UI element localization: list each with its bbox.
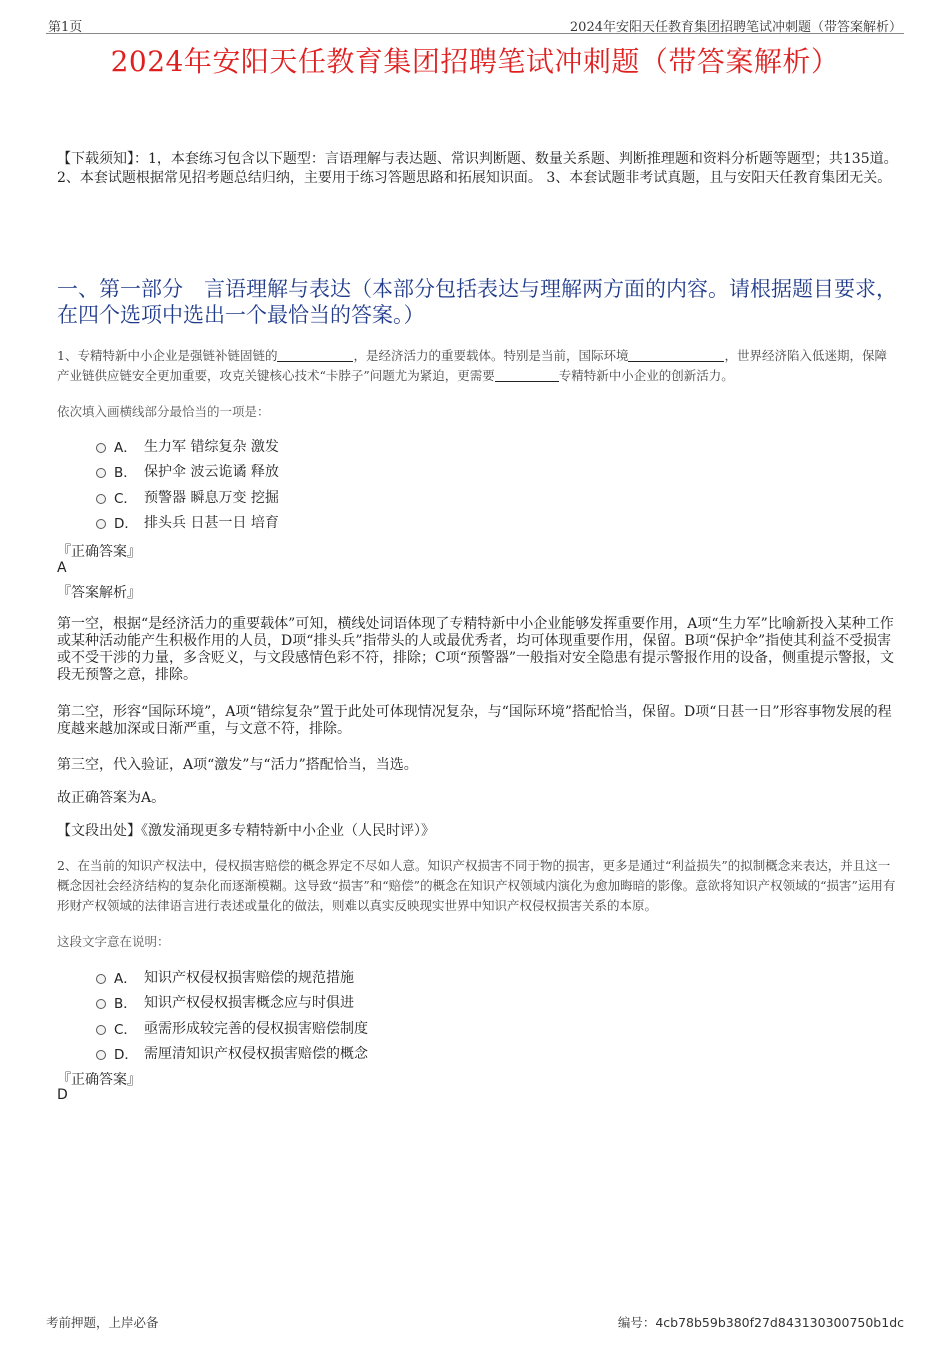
radio-icon[interactable] [96,468,106,478]
radio-icon[interactable] [96,999,106,1009]
option-a[interactable] [96,433,279,459]
option-d[interactable] [96,1041,368,1067]
option-text: 保护伞 波云诡谲 释放 [144,464,279,481]
option-letter: C． [114,490,137,507]
option-text: 需厘清知识产权侵权损害赔偿的概念 [144,1046,368,1063]
q2-answer-label: 『正确答案』 [57,1072,141,1088]
option-text: 生力军 错综复杂 激发 [144,438,279,455]
page-header [46,14,904,34]
radio-icon[interactable] [96,1050,106,1060]
q2-answer-value: D [57,1087,68,1103]
option-c[interactable] [96,1015,368,1041]
q1-text-part4: 专精特新中小企业的创新活力。 [558,368,734,383]
q1-text-part2: ，是经济活力的重要载体。特别是当前，国际环境 [353,348,629,363]
option-text: 排头兵 日甚一日 培育 [144,515,279,532]
q1-answer-label: 『正确答案』 [57,544,141,560]
question-2-prompt: 这段文字意在说明： [57,934,170,949]
option-letter: B． [114,465,137,482]
header-doc-title: 2024年安阳天任教育集团招聘笔试冲刺题（带答案解析） [569,20,902,35]
question-2-text: 2、在当前的知识产权法中，侵权损害赔偿的概念界定不尽如人意。知识产权损害不同于物的损害，更多是通过“利益损失”的拟制概念来表达，并且这一概念因社会经济结构的复杂化而逐渐模糊。这导致“损害”和“赔偿”的概念在知识产权领域内演化为愈加晦暗的影像。意欲将知识产权领域的“损害”运用有形财产权领域的法律语言进行表述或量化的做法，则难以真实反映现实世界中知识产权侵权损害关系的本原。 [57,858,896,913]
option-c[interactable] [96,484,279,510]
question-1-text [57,346,898,386]
q1-answer-value: A [57,560,67,576]
option-letter: A． [114,970,137,987]
q1-analysis-label: 『答案解析』 [57,585,141,601]
document-title: 2024年安阳天任教育集团招聘笔试冲刺题（带答案解析） [110,45,840,78]
option-text: 知识产权侵权损害概念应与时俱进 [144,995,354,1012]
q1-analysis-paragraph: 第三空，代入验证，A项“激发”与“活力”搭配恰当，当选。 [57,757,418,773]
question-1-options [96,433,279,535]
option-letter: C． [114,1021,137,1038]
radio-icon[interactable] [96,974,106,984]
q1-source: 【文段出处】《激发涌现更多专精特新中小企业（人民时评）》 [57,823,435,839]
option-text: 亟需形成较完善的侵权损害赔偿制度 [144,1020,368,1037]
q1-analysis-paragraph: 故正确答案为A。 [57,790,166,806]
footer-code [618,1313,904,1331]
option-d[interactable] [96,510,279,536]
footer-code-label: 编号： [617,1315,656,1330]
option-letter: D． [114,1047,138,1064]
question-2-options [96,964,368,1066]
option-letter: A． [114,439,137,456]
radio-icon[interactable] [96,494,106,504]
q1-text-part3: ，世界经济陷入低迷期，保障产业链供应链安全更加重要，攻克关键核心技术“卡脖子”问题尤为紧迫，更需要 [57,348,887,383]
footer-code-value: 4cb78b59b380f27d843130300750b1dc [655,1315,904,1330]
q1-analysis-paragraph: 第一空，根据“是经济活力的重要载体”可知，横线处词语体现了专精特新中小企业能够发挥重要作用，A项“生力军”比喻新投入某种工作或某种活动能产生积极作用的人员，D项“排头兵”指带头的人或最优秀者，均可体现重要作用，保留。B项“保护伞”指使其利益不受损害或不受干涉的力量，多含贬义，与文段感情色彩不符，排除；C项“预警器”一般指对安全隐患有提示警报作用的设备，侧重提示警报，文段无预警之意，排除。 [57,616,895,683]
section-title: 一、第一部分 言语理解与表达（本部分包括表达与理解两方面的内容。请根据题目要求，在四个选项中选出一个最恰当的答案。） [57,277,897,327]
page-number-label: 第1页 [48,20,83,35]
blank-1 [277,348,353,362]
radio-icon[interactable] [96,443,106,453]
q1-text-part1: 1、专精特新中小企业是强链补链固链的 [57,348,278,363]
footer-slogan: 考前押题，上岸必备 [46,1315,159,1330]
question-1-prompt: 依次填入画横线部分最恰当的一项是： [57,404,270,419]
option-b[interactable] [96,459,279,485]
download-notice: 【下载须知】：1，本套练习包含以下题型：言语理解与表达题、常识判断题、数量关系题、判断推理题和资料分析题等题型；共135道。 2、本套试题根据常见招考题总结归纳，主要用于练习答题思路和拓展知识面。 3、本套试题非考试真题，且与安阳天任教育集团无关。 [57,151,898,186]
blank-2 [628,348,724,362]
option-text: 知识产权侵权损害赔偿的规范措施 [144,969,354,986]
option-b[interactable] [96,990,368,1016]
option-letter: D． [114,516,138,533]
option-letter: B． [114,996,137,1013]
option-a[interactable] [96,964,368,990]
radio-icon[interactable] [96,1025,106,1035]
blank-3 [495,368,559,382]
q1-analysis-paragraph: 第二空，形容“国际环境”，A项“错综复杂”置于此处可体现情况复杂，与“国际环境”搭配恰当，保留。D项“日甚一日”形容事物发展的程度越来越加深或日渐严重，与文意不符，排除。 [57,704,892,737]
option-text: 预警器 瞬息万变 挖掘 [144,489,279,506]
radio-icon[interactable] [96,519,106,529]
